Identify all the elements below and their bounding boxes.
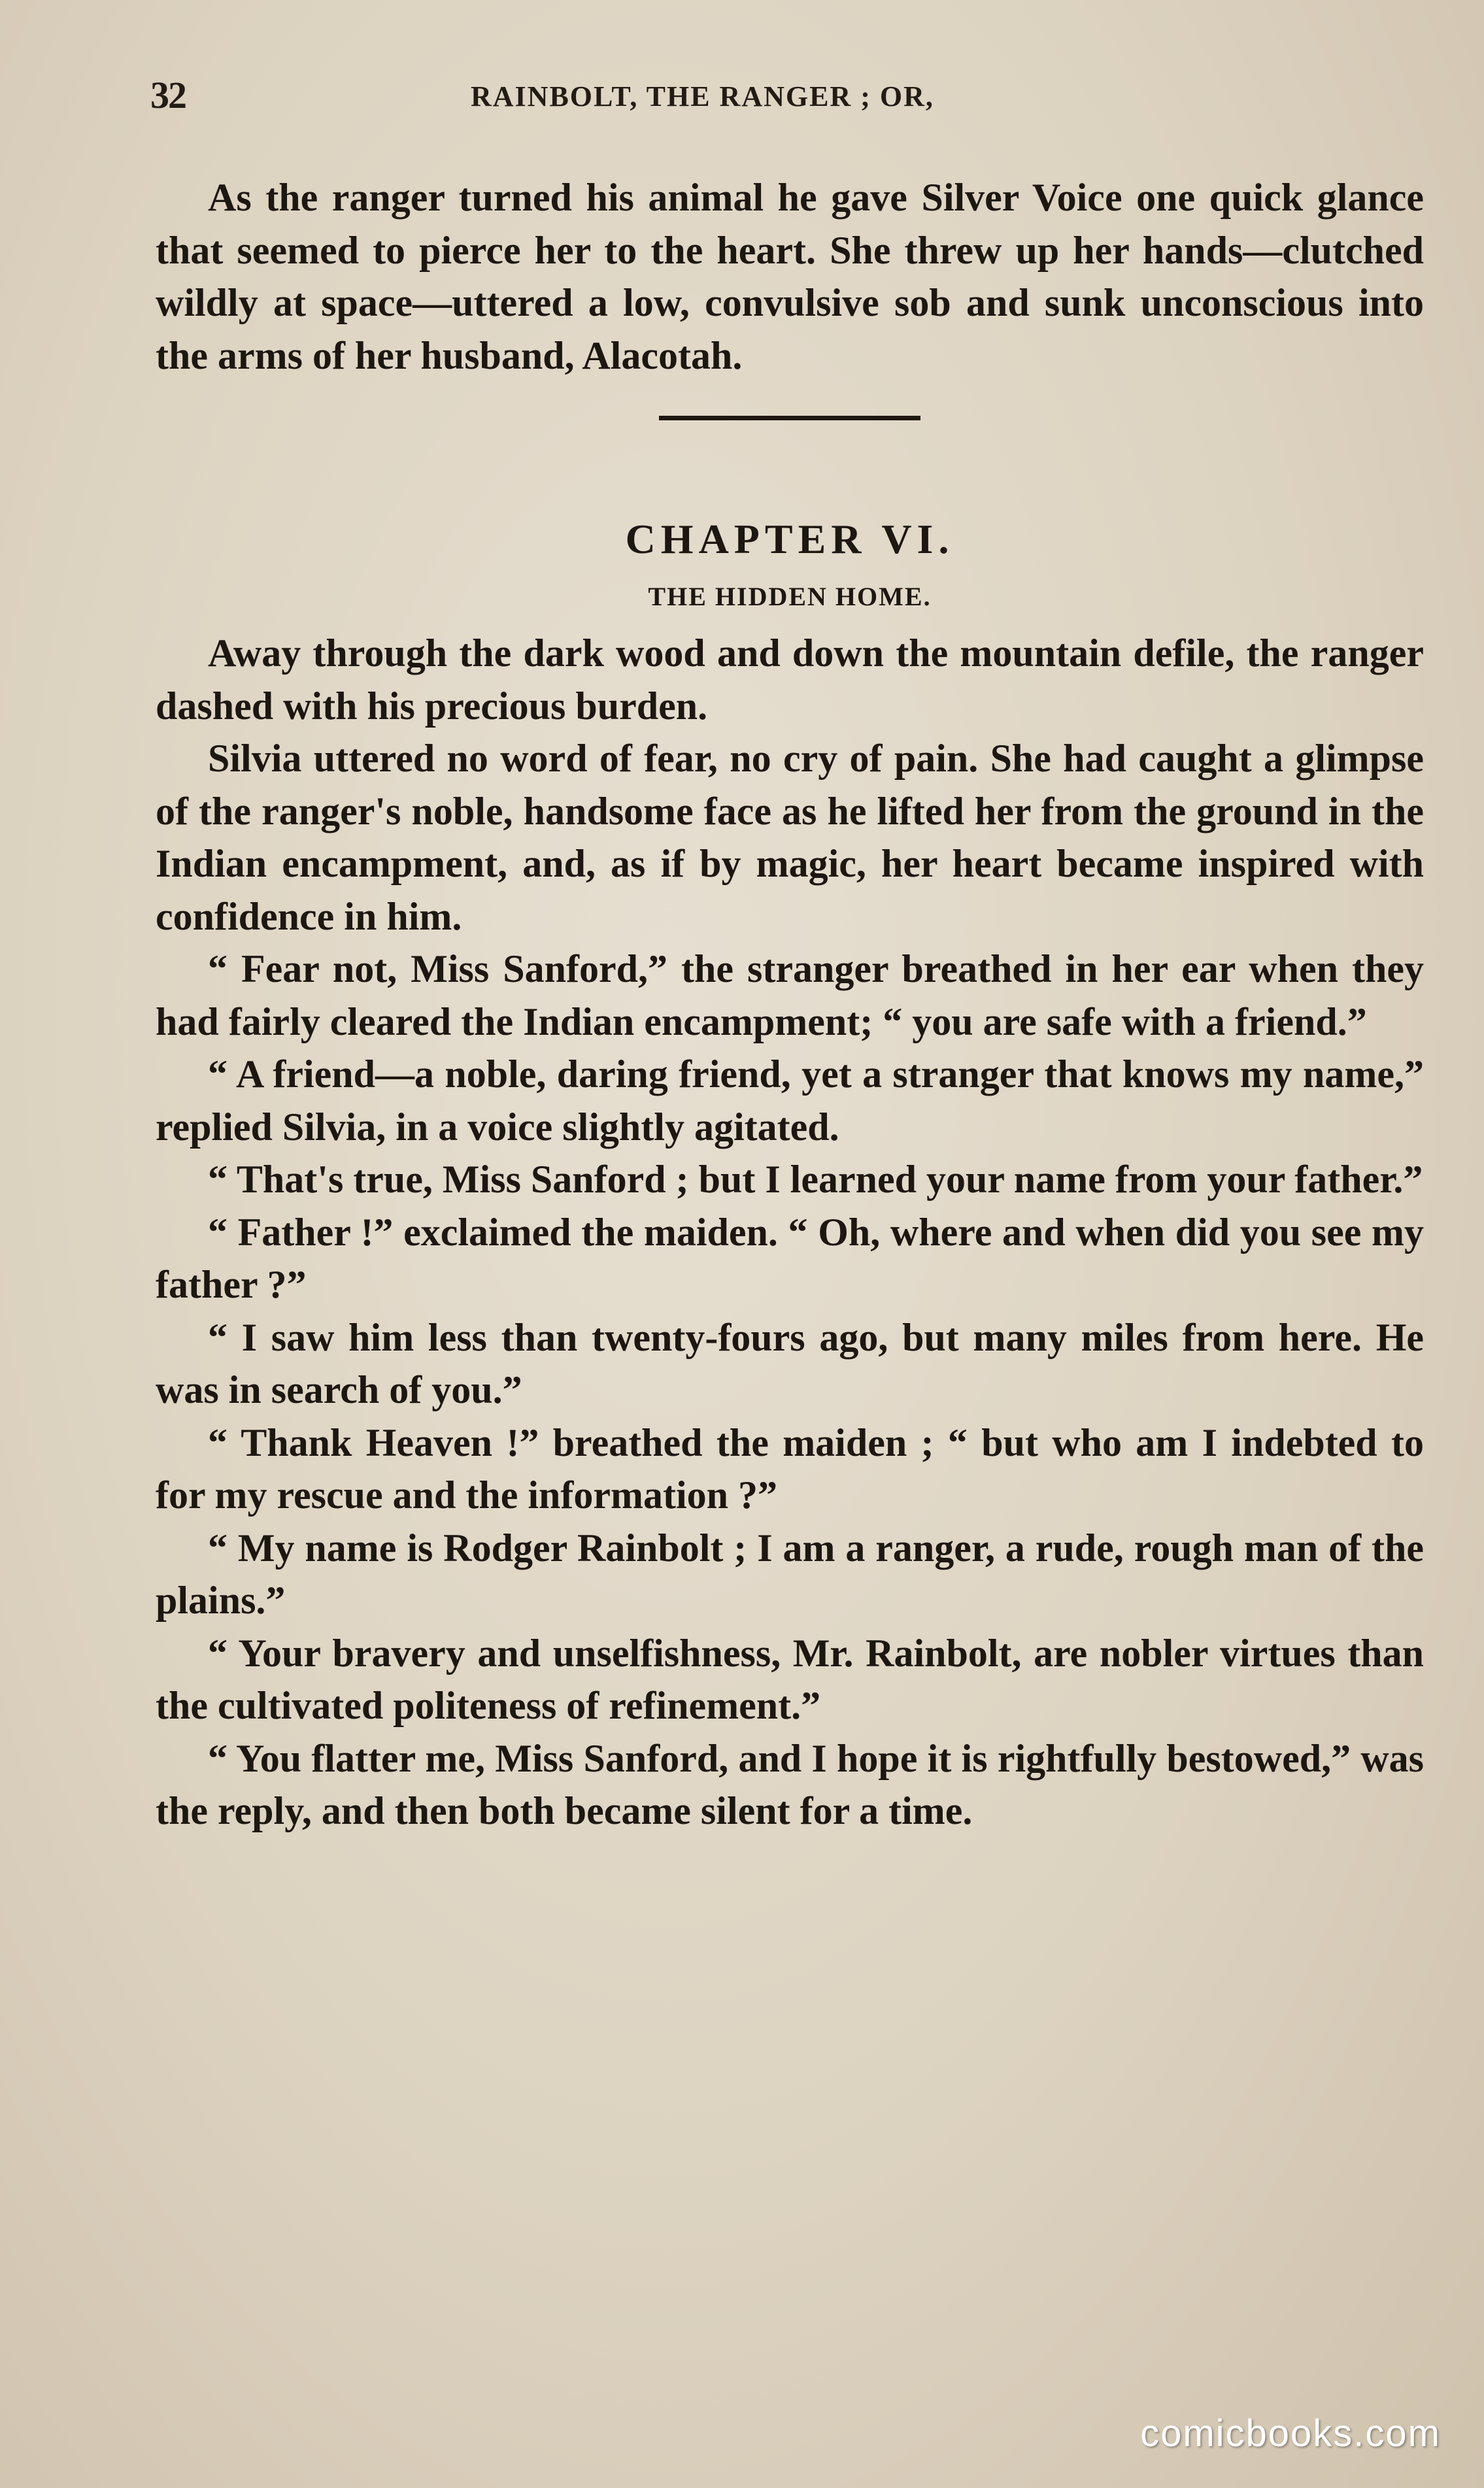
paragraph: “ You flatter me, Miss Sanford, and I hope it is rightfully bestowed,” was the reply, and then both became silent for a time.	[156, 1736, 1424, 1832]
paragraph: Away through the dark wood and down the mountain defile, the ranger dashed with his precious burden.	[156, 631, 1424, 728]
paragraph: “ Thank Heaven !” breathed the maiden ; “ but who am I indebted to for my rescue and the information ?”	[156, 1421, 1424, 1517]
paragraph: “ Father !” exclaimed the maiden. “ Oh, where and when did you see my father ?”	[156, 1210, 1424, 1306]
section-divider	[659, 416, 920, 420]
paragraph: Silvia uttered no word of fear, no cry of pain. She had caught a glimpse of the ranger's noble, handsome face as he lifted her from the ground in the Indian encampment, and, as if by magic, her heart became inspired with confidence in him.	[156, 737, 1424, 938]
paragraph: As the ranger turned his animal he gave Silver Voice one quick glance that seemed to pierce her to the heart. She threw up her hands—clutched wildly at space—uttered a low, convulsive sob and sunk unconscious into the arms of her husband, Alacotah.	[156, 176, 1424, 377]
watermark: comicbooks.com	[1140, 2412, 1441, 2455]
page-body	[156, 171, 1424, 1838]
page-number: 32	[150, 74, 186, 116]
paragraph: “ My name is Rodger Rainbolt ; I am a ranger, a rude, rough man of the plains.”	[156, 1526, 1424, 1622]
paragraph: “ A friend—a noble, daring friend, yet a stranger that knows my name,” replied Silvia, in a voice slightly agitated.	[156, 1052, 1424, 1149]
chapter-title: CHAPTER VI.	[625, 516, 954, 562]
paragraph: “ Fear not, Miss Sanford,” the stranger breathed in her ear when they had fairly cleared the Indian encampment; “ you are safe with a friend.”	[156, 947, 1424, 1043]
paragraph: “ I saw him less than twenty-fours ago, but many miles from here. He was in search of you.”	[156, 1315, 1424, 1411]
paragraph: “ That's true, Miss Sanford ; but I learned your name from your father.”	[208, 1158, 1423, 1201]
paragraph: “ Your bravery and unselfishness, Mr. Rainbolt, are nobler virtues than the cultivated politeness of refinement.”	[156, 1631, 1424, 1727]
running-title: RAINBOLT, THE RANGER ; OR,	[471, 80, 934, 112]
page-header	[150, 73, 1419, 119]
chapter-subtitle: THE HIDDEN HOME.	[648, 582, 932, 611]
